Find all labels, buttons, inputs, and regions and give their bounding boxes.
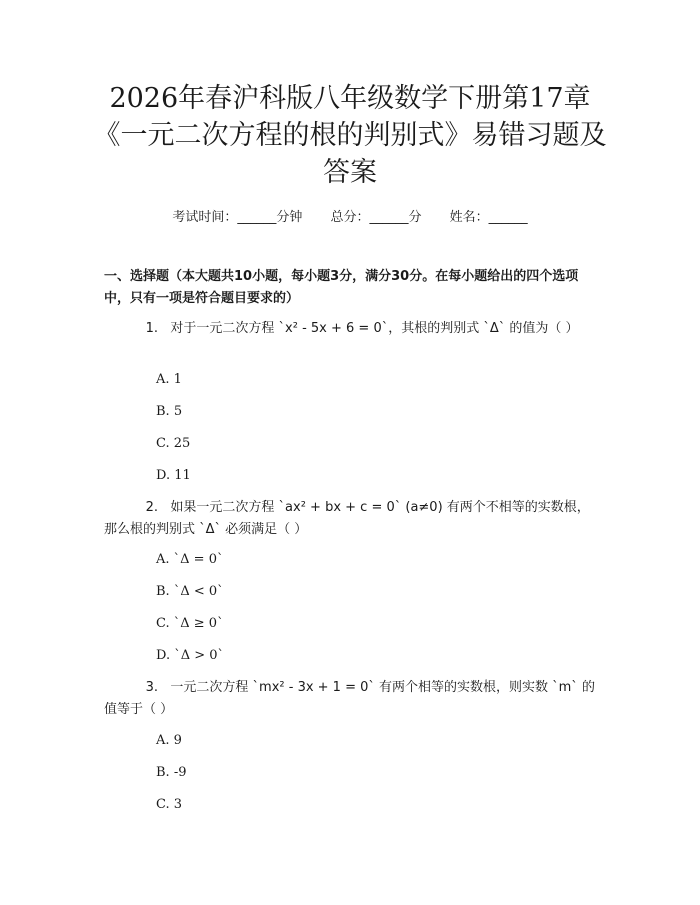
option-1c: C. 25 xyxy=(156,436,191,451)
option-1a: A. 1 xyxy=(156,372,182,387)
question-text: 对于一元二次方程 `x² - 5x + 6 = 0`，其根的判别式 `Δ` 的值为（ ） xyxy=(170,321,579,336)
option-3c: C. 3 xyxy=(156,797,183,812)
option-3b: B. -9 xyxy=(156,765,187,780)
question-1 xyxy=(104,318,600,340)
exam-time-field: 考试时间：______分钟 xyxy=(172,210,303,225)
question-text: 一元二次方程 `mx² - 3x + 1 = 0` 有两个相等的实数根，则实数 `m` 的值等于（ ） xyxy=(104,680,595,717)
question-2 xyxy=(104,497,600,541)
option-2a: A. `Δ = 0` xyxy=(156,552,224,567)
exam-score-field: 总分：______分 xyxy=(330,210,422,225)
option-2b: B. `Δ < 0` xyxy=(156,584,224,599)
question-number: 2. xyxy=(145,500,158,515)
option-3a: A. 9 xyxy=(156,733,182,748)
document-title xyxy=(60,80,640,191)
question-number: 1. xyxy=(145,321,158,336)
title-line-2: 《一元二次方程的根的判别式》易错习题及 xyxy=(93,120,607,151)
question-3 xyxy=(104,677,600,721)
student-name-field: 姓名：______ xyxy=(449,210,528,225)
question-number: 3. xyxy=(145,680,158,695)
option-1d: D. 11 xyxy=(156,468,191,483)
option-1b: B. 5 xyxy=(156,404,183,419)
title-line-1: 2026年春沪科版八年级数学下册第17章 xyxy=(109,83,591,114)
exam-info xyxy=(0,206,700,225)
section-heading: 一、选择题（本大题共10小题，每小题3分，满分30分。在每小题给出的四个选项中，只有一项是符合题目要求的） xyxy=(104,269,579,306)
option-2d: D. `Δ > 0` xyxy=(156,648,225,663)
option-2c: C. `Δ ≥ 0` xyxy=(156,616,224,631)
question-text: 如果一元二次方程 `ax² + bx + c = 0` (a≠0) 有两个不相等的实数根，那么根的判别式 `Δ` 必须满足（ ） xyxy=(104,500,590,537)
title-line-3: 答案 xyxy=(323,157,377,188)
